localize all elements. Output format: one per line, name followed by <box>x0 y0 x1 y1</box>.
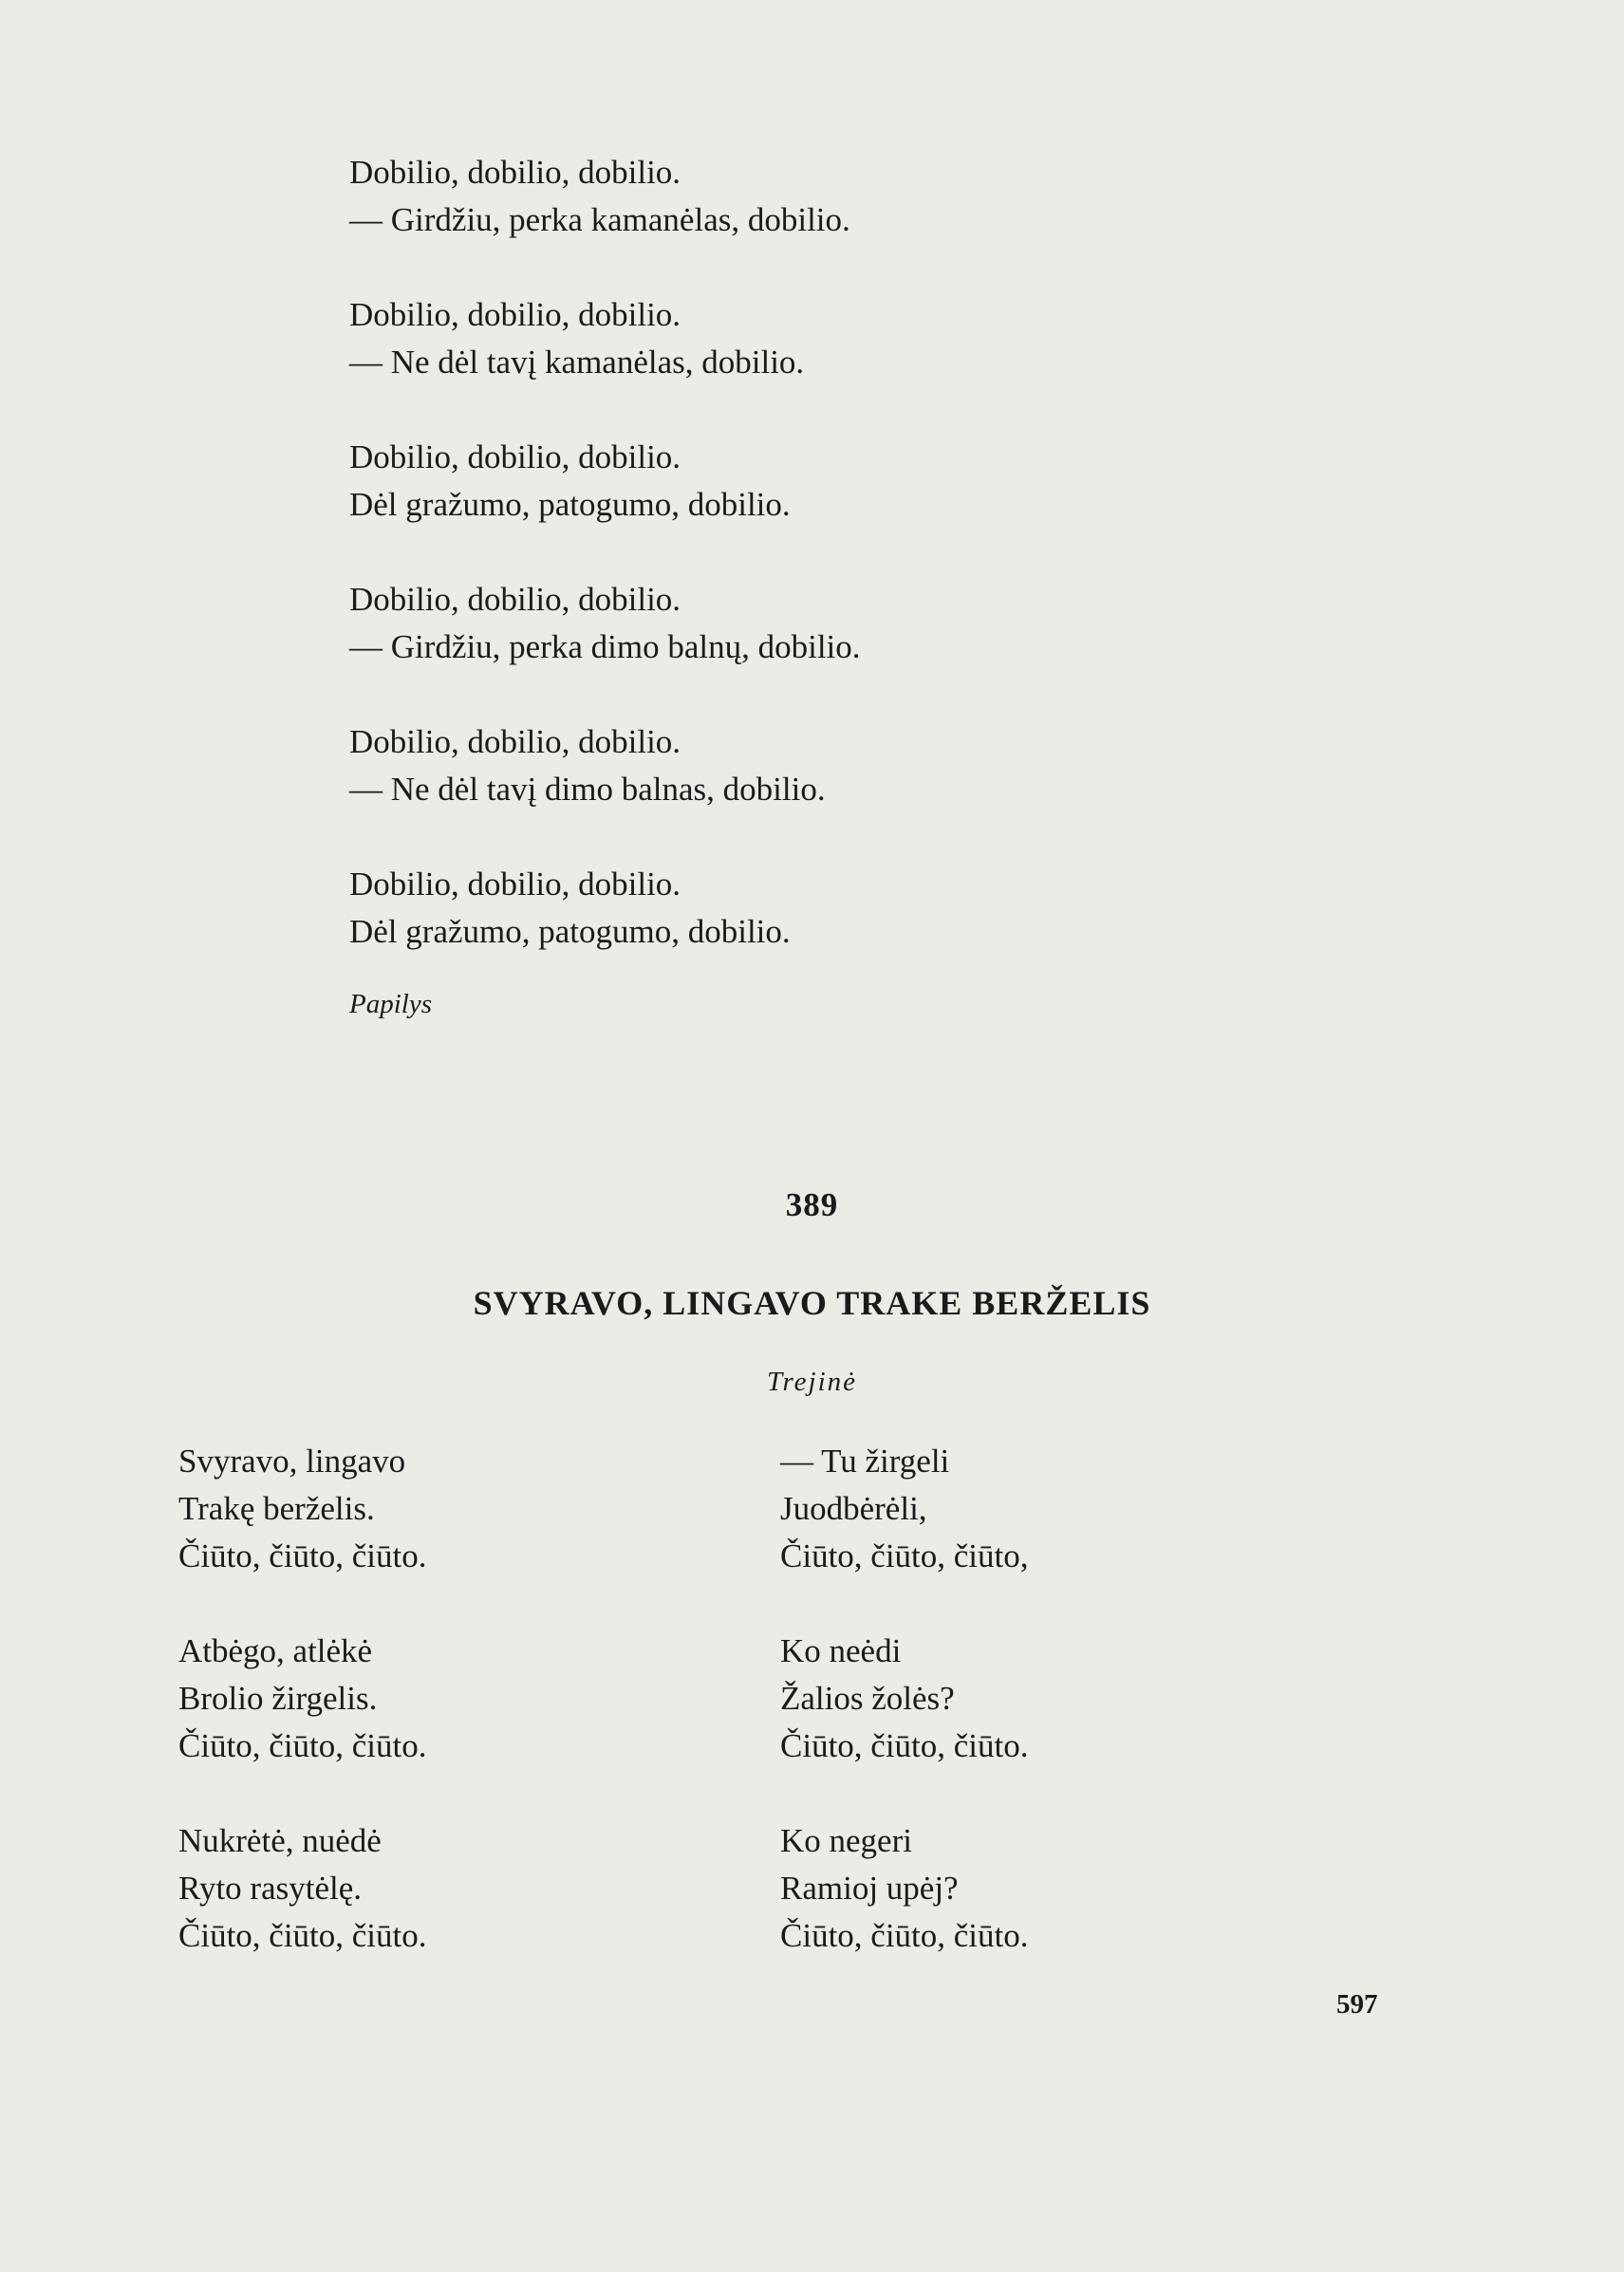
song-line: Ryto rasytėlę. <box>178 1870 362 1907</box>
song-stanza-right <box>780 1628 1029 1770</box>
song-line: Nukrėtė, nuėdė <box>178 1822 382 1859</box>
poem-line: — Ne dėl tavį kamanėlas, dobilio. <box>349 344 805 381</box>
song-subtitle: Trejinė <box>766 1367 858 1397</box>
song-line: Svyravo, lingavo <box>178 1443 406 1480</box>
song-line: Brolio žirgelis. <box>178 1680 378 1717</box>
top-poem-stanza <box>349 434 791 529</box>
poem-source-location: Papilys <box>349 989 432 1019</box>
poem-line: — Girdžiu, perka kamanėlas, dobilio. <box>349 201 850 238</box>
song-line: Čiūto, čiūto, čiūto. <box>178 1727 427 1764</box>
poem-line: Dobilio, dobilio, dobilio. <box>349 438 681 475</box>
top-poem-stanza <box>349 718 826 813</box>
song-line: Ko negeri <box>780 1822 912 1859</box>
song-line: Čiūto, čiūto, čiūto. <box>178 1537 427 1574</box>
poem-line: — Girdžiu, perka dimo balnų, dobilio. <box>349 628 861 665</box>
poem-line: Dobilio, dobilio, dobilio. <box>349 723 681 760</box>
song-line: Juodbėrėli, <box>780 1490 927 1527</box>
poem-line: Dobilio, dobilio, dobilio. <box>349 866 681 903</box>
song-line: Čiūto, čiūto, čiūto. <box>780 1917 1029 1954</box>
song-stanza-left <box>178 1438 427 1580</box>
song-line: Trakę berželis. <box>178 1490 375 1527</box>
song-line: Čiūto, čiūto, čiūto, <box>780 1537 1029 1574</box>
song-stanza-right <box>780 1438 1029 1580</box>
page-number: 597 <box>1336 1989 1378 2020</box>
song-line: Čiūto, čiūto, čiūto. <box>178 1917 427 1954</box>
top-poem-stanza <box>349 149 850 244</box>
top-poem-stanza <box>349 576 861 671</box>
poem-line: Dobilio, dobilio, dobilio. <box>349 154 681 191</box>
song-line: Žalios žolės? <box>780 1680 955 1717</box>
song-line: — Tu žirgeli <box>780 1443 950 1480</box>
song-title: SVYRAVO, LINGAVO TRAKE BERŽELIS <box>473 1284 1151 1322</box>
poem-line: Dėl gražumo, patogumo, dobilio. <box>349 486 791 523</box>
top-poem-stanza <box>349 861 791 956</box>
song-line: Atbėgo, atlėkė <box>178 1632 373 1669</box>
song-line: Čiūto, čiūto, čiūto. <box>780 1727 1029 1764</box>
poem-line: Dobilio, dobilio, dobilio. <box>349 581 681 618</box>
poem-line: — Ne dėl tavį dimo balnas, dobilio. <box>349 771 826 808</box>
song-line: Ko neėdi <box>780 1632 902 1669</box>
poem-line: Dobilio, dobilio, dobilio. <box>349 296 681 333</box>
song-stanza-left <box>178 1628 427 1770</box>
song-stanza-left <box>178 1817 427 1960</box>
top-poem-stanza <box>349 291 804 386</box>
poem-line: Dėl gražumo, patogumo, dobilio. <box>349 913 791 950</box>
song-stanza-right <box>780 1817 1029 1960</box>
song-number: 389 <box>785 1186 839 1223</box>
song-line: Ramioj upėj? <box>780 1870 959 1907</box>
